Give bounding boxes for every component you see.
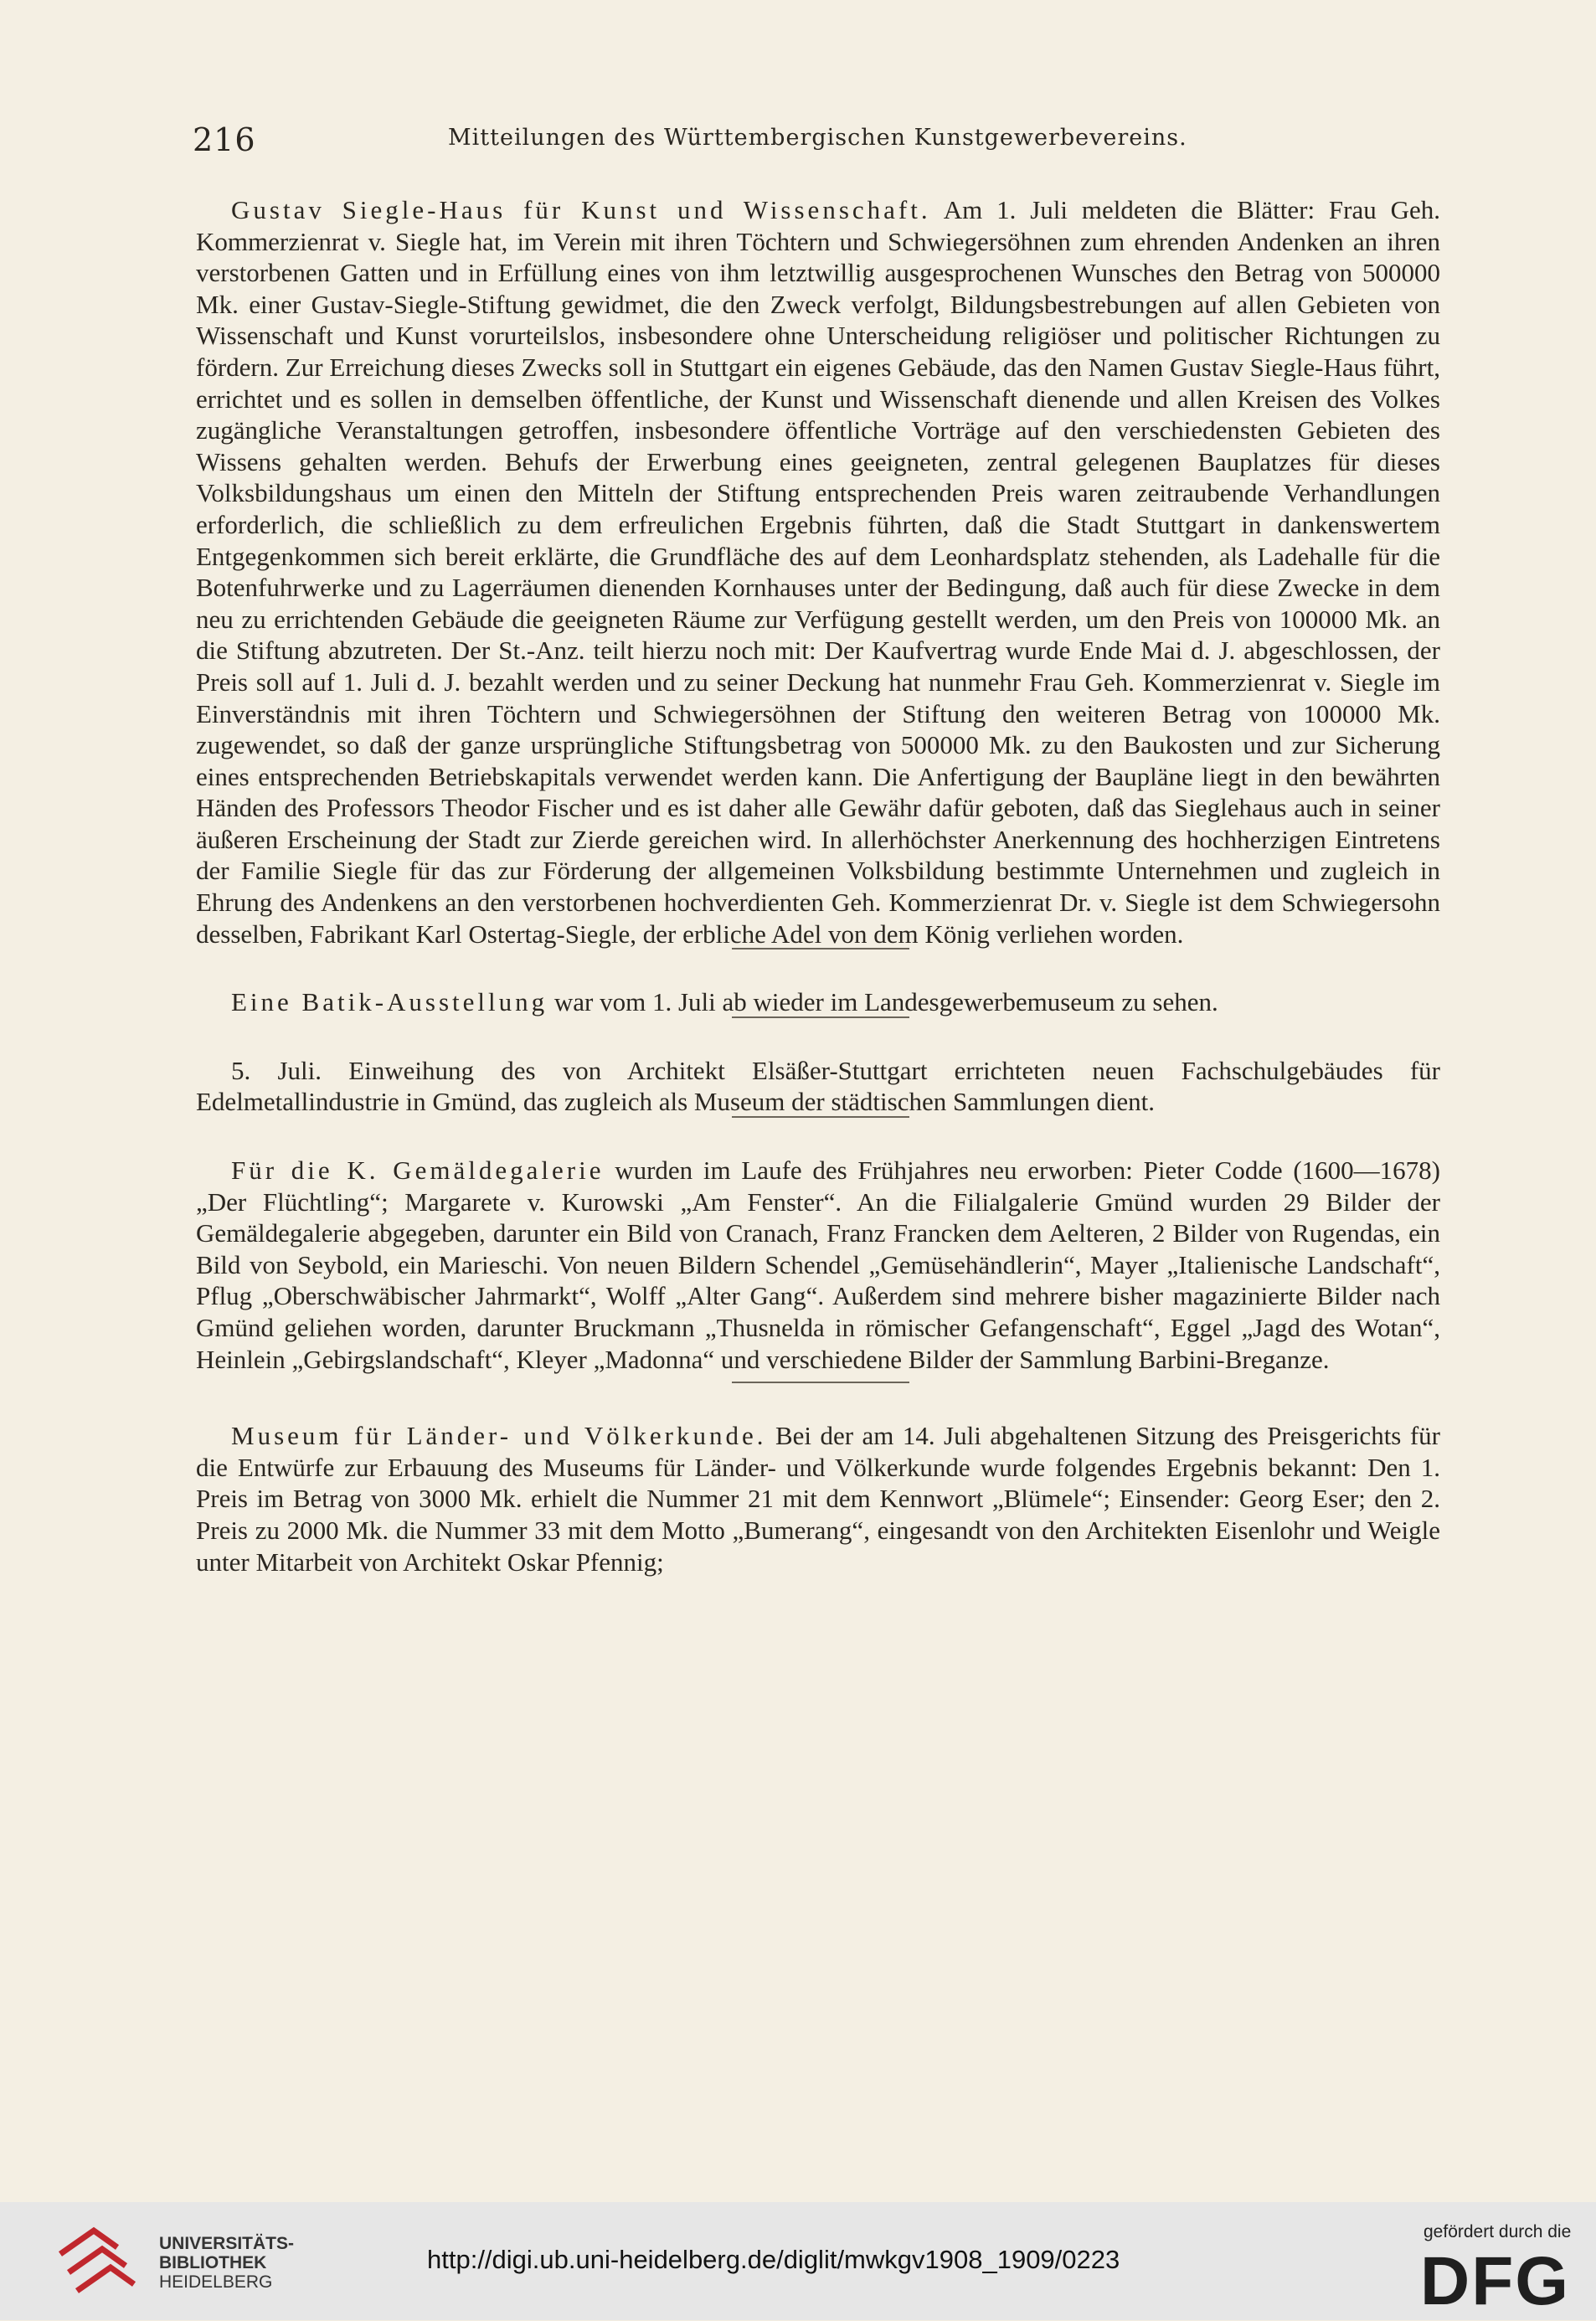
permalink[interactable]: http://digi.ub.uni-heidelberg.de/diglit/mwkgv1908_1909/0223	[427, 2245, 1120, 2274]
viewer-footer	[0, 2202, 1596, 2320]
running-title: Mitteilungen des Württembergischen Kunstgewerbevereins.	[448, 125, 1187, 151]
paragraph-text: Am 1. Juli meldeten die Blätter: Frau Geh. Kommerzienrat v. Siegle hat, im Verein mit ihren Töchtern und Schwiegersöhnen zum ehrenden Andenken an ihren verstorbenen Gatten und in Erfüllung eines von ihm letztwillig ausgesprochenen Wunsches den Betrag von 500000 Mk. einer Gustav-Siegle-Stiftung gewidmet, die den Zweck verfolgt, Bildungsbestrebungen auf allen Gebieten von Wissenschaft und Kunst vorurteilslos, insbesondere ohne Unterscheidung religiöser und politischer Richtungen zu fördern. Zur Erreichung dieses Zwecks soll in Stuttgart ein eigenes Gebäude, das den Namen Gustav Siegle-Haus führt, errichtet und es sollen in demselben öffentliche, der Kunst und Wissenschaft dienende und allen Kreisen des Volkes zugängliche Veranstaltungen getroffen, insbesondere öffentliche Vorträge auf den verschiedensten Gebieten des Wissens gehalten werden. Behufs der Erwerbung eines geeigneten, zentral gelegenen Bauplatzes für dieses Volksbildungshaus um einen den Mitteln der Stiftung entsprechenden Preis waren zeitraubende Verhandlungen erforderlich, die schließlich zu dem erfreulichen Ergebnis führten, daß die Stadt Stuttgart in dankenswertem Entgegenkommen sich bereit erklärte, die Grundfläche des auf dem Leonhardsplatz stehenden, als Ladehalle für die Botenfuhrwerke und zu Lagerräumen dienenden Kornhauses unter der Bedingung, daß auch für diese Zwecke in dem neu zu errichtenden Gebäude die geeigneten Räume zur Verfügung gestellt werden, um den Preis von 100000 Mk. an die Stiftung abzutreten. Der St.-Anz. teilt hierzu noch mit: Der Kaufvertrag wurde Ende Mai d. J. abgeschlossen, der Preis soll auf 1. Juli d. J. bezahlt werden und zu seiner Deckung hat nunmehr Frau Geh. Kommerzienrat v. Siegle im Einverständnis mit ihren Töchtern und Schwiegersöhnen der Stiftung den weiteren Betrag von 100000 Mk. zugewendet, so daß der ganze ursprüngliche Stiftungsbetrag von 500000 Mk. zu den Baukosten und zur Sicherung eines entsprechenden Betriebskapitals verwendet werden kann. Die Anfertigung der Baupläne liegt in den bewährten Händen des Professors Theodor Fischer und es ist daher alle Gewähr dafür geboten, daß das Sieglehaus auch in seiner äußeren Erscheinung der Stadt zur Zierde gereichen wird. In allerhöchster Anerkennung des hochherzigen Eintretens der Familie Siegle für das zur Förderung der allgemeinen Volksbildung bestimmte Unternehmen und zugleich in Ehrung des Andenkens an den verstorbenen hochverdienten Geh. Kommerzienrat Dr. v. Siegle ist dem Schwiegersohn desselben, Fabrikant Karl Ostertag-Siegle, der erbliche Adel von dem König verliehen worden.	[196, 195, 1440, 949]
funding-label: gefördert durch die	[1424, 2222, 1572, 2241]
paragraph-lead: 5. Juli.	[231, 1055, 322, 1085]
paragraph-text: war vom 1. Juli ab wieder im Landesgewerbemuseum zu sehen.	[548, 987, 1218, 1017]
paragraph-lead: Museum für Länder- und Völkerkunde.	[231, 1421, 767, 1451]
paragraph-batik	[196, 986, 1440, 1018]
paragraph-lead: Eine Batik-Ausstellung	[231, 987, 548, 1017]
library-name	[159, 2234, 294, 2292]
paragraph-gmuend	[196, 1055, 1440, 1118]
page-number: 216	[193, 121, 256, 158]
page-header	[193, 121, 1440, 163]
library-line: HEIDELBERG	[159, 2272, 273, 2292]
dfg-logo[interactable]: DFG	[1420, 2243, 1571, 2319]
paragraph-lead: Gustav Siegle-Haus für Kunst und Wissenschaft.	[231, 195, 931, 224]
section-divider	[732, 1382, 909, 1383]
paragraph-text: Bei der am 14. Juli abgehaltenen Sitzung des Preisgerichts für die Entwürfe zur Erbauung des Museums für Länder- und Völkerkunde wurde folgendes Ergebnis bekannt: Den 1. Preis im Betrag von 3000 Mk. erhielt die Nummer 21 mit dem Kennwort „Blümele“; Einsender: Georg Eser; den 2. Preis zu 2000 Mk. die Nummer 33 mit dem Motto „Bumerang“, eingesandt von den Architekten Eisenlohr und Weigle unter Mitarbeit von Architekt Oskar Pfennig;	[196, 1421, 1440, 1577]
ub-heidelberg-logo-icon[interactable]	[52, 2221, 144, 2301]
paragraph-museum	[196, 1420, 1440, 1577]
paragraph-text: Einweihung des von Architekt Elsäßer-Stuttgart errichteten neuen Fachschulgebäudes für Edelmetallindustrie in Gmünd, das zugleich als Museum der städtischen Sammlungen dient.	[196, 1055, 1440, 1117]
article-body	[196, 194, 1440, 1577]
paragraph-text: wurden im Laufe des Frühjahres neu erworben: Pieter Codde (1600—1678) „Der Flüchtling“; Margarete v. Kurowski „Am Fenster“. An die Filialgalerie Gmünd wurden 29 Bilder der Gemäldegalerie abgegeben, darunter ein Bild von Cranach, Franz Francken dem Aelteren, 2 Bilder von Rugendas, ein Bild von Seybold, ein Marieschi. Von neuen Bildern Schendel „Gemüsehändlerin“, Mayer „Italienische Landschaft“, Pflug „Oberschwäbischer Jahrmarkt“, Wolff „Alter Gang“. Außerdem sind mehrere bisher magazinierte Bilder nach Gmünd geliehen worden, darunter Bruckmann „Thusnelda in römischer Gefangenschaft“, Eggel „Jagd des Wotan“, Heinlein „Gebirgslandschaft“, Kleyer „Madonna“ und verschiedene Bilder der Sammlung Barbini-Breganze.	[196, 1155, 1440, 1374]
library-line: UNIVERSITÄTS-	[159, 2234, 295, 2253]
paragraph-lead: Für die K. Gemäldegalerie	[231, 1155, 605, 1186]
paragraph-siegle-haus	[196, 194, 1440, 950]
library-line: BIBLIOTHEK	[159, 2253, 267, 2272]
paragraph-gemaeldegalerie	[196, 1155, 1440, 1375]
